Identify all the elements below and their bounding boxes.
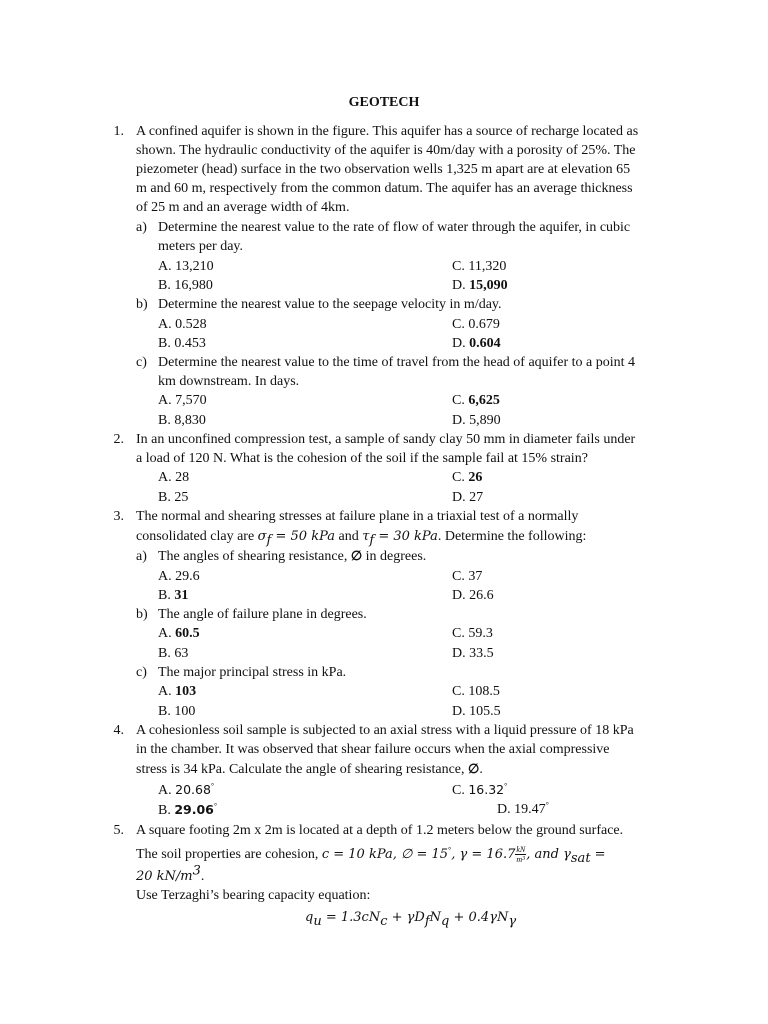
page-title: GEOTECH [348,95,420,110]
sigma-symbol: σ [257,529,267,544]
q3b-option-c: C. 59.3 [452,626,493,641]
q3b-label: b) [136,607,148,622]
question-5-line: 20 $kN/m^3$. [136,863,205,884]
q4-option-b: B. 29.06° [158,801,218,818]
question-4-number: 4. [113,723,124,738]
q3b-line: The angle of failure plane in degrees. [158,607,367,622]
question-3-number: 3. [113,509,124,524]
q1b-option-c: C. 0.679 [452,317,500,332]
q2-option-a: A. 28 [158,470,190,485]
question-5-line: A square footing 2m x 2m is located at a depth of 1.2 meters below the ground surface. [136,823,624,838]
q4-option-c: C. 16.32° [452,781,508,798]
question-5-line: Use Terzaghi’s bearing capacity equation: [136,888,371,903]
q2-option-d: D. 27 [452,490,484,505]
q1a-line: Determine the nearest value to the rate of flow of water through the aquifer, in cubic [158,220,631,235]
question-5-number: 5. [113,823,124,838]
answer-highlight: 15,090 [469,278,508,293]
question-1-line: piezometer (head) surface in the two observation wells 1,325 m apart are at elevation 65 [136,162,631,177]
answer-highlight: 0.604 [469,336,501,351]
question-2-number: 2. [113,432,124,447]
q1a-option-d: D. 15,090 [452,278,508,293]
q4-option-a: A. 20.68° [158,781,215,798]
q4-option-d: D. 19.47° [497,800,549,817]
answer-highlight: 103 [175,684,197,699]
question-2-line: In an unconfined compression test, a sample of sandy clay 50 mm in diameter fails under [136,432,636,447]
q1b-line: Determine the nearest value to the seepage velocity in m/day. [158,297,502,312]
q1c-line: km downstream. In days. [158,374,300,389]
answer-highlight: 26 [468,470,483,485]
unit-fraction: $\frac{kN}{m^3}$ [516,845,526,865]
q3c-option-c: C. 108.5 [452,684,500,699]
q1a-option-b: B. 16,980 [158,278,213,293]
question-1-line: m and 60 m, respectively from the common datum. The aquifer has an average thickness [136,181,633,196]
q3c-option-b: B. 100 [158,704,196,719]
q3a-label: a) [136,549,147,564]
q3a-option-d: D. 26.6 [452,588,494,603]
terzaghi-formula: $q_u = 1.3cN_c + \gamma D_fN_q + 0.4\gamma N_\gamma$ [305,910,517,929]
question-1-line: A confined aquifer is shown in the figure. This aquifer has a source of recharge located as [136,124,639,139]
q2-option-b: B. 25 [158,490,189,505]
q1b-option-a: A. 0.528 [158,317,207,332]
q1c-option-d: D. 5,890 [452,413,501,428]
q1a-option-c: C. 11,320 [452,259,507,274]
answer-highlight: 31 [174,588,189,603]
q3a-line: The angles of shearing resistance, ∅ in degrees. [158,549,427,564]
answer-highlight: 6,625 [468,393,500,408]
phi-symbol: ∅ [468,762,480,777]
q3a-option-b: B. 31 [158,588,189,603]
question-1-line: of 25 m and an average width of 4km. [136,200,350,215]
answer-highlight: 29.06 [174,802,214,817]
q1b-option-d: D. 0.604 [452,336,501,351]
q3a-option-a: A. 29.6 [158,569,200,584]
q1c-option-a: A. 7,570 [158,393,207,408]
q3c-label: c) [136,665,147,680]
q1c-option-b: B. 8,830 [158,413,206,428]
question-4-line: in the chamber. It was observed that shear failure occurs when the axial compressive [136,742,610,757]
question-4-line: stress is 34 kPa. Calculate the angle of shearing resistance, ∅. [136,762,483,777]
question-3-line: consolidated clay are $\sigma_f = 50$ kPa and $\tau_f = 30$ kPa. Determine the following: [136,529,587,548]
q3c-line: The major principal stress in kPa. [158,665,347,680]
question-2-line: a load of 120 N. What is the cohesion of the soil if the sample fail at 15% strain? [136,451,588,466]
q1a-option-a: A. 13,210 [158,259,214,274]
q3c-option-d: D. 105.5 [452,704,501,719]
phi-symbol: ∅ [350,549,363,564]
q1a-line: meters per day. [158,239,243,254]
answer-highlight: 60.5 [175,626,200,641]
question-4-line: A cohesionless soil sample is subjected to an axial stress with a liquid pressure of 18 kPa [136,723,634,738]
q3b-option-a: A. 60.5 [158,626,200,641]
question-1-line: shown. The hydraulic conductivity of the aquifer is 40m/day with a porosity of 25%. The [136,143,636,158]
q1b-label: b) [136,297,148,312]
q1b-option-b: B. 0.453 [158,336,206,351]
q3b-option-d: D. 33.5 [452,646,494,661]
q2-option-c: C. 26 [452,470,483,485]
tau-symbol: τ [362,529,370,544]
q1c-option-c: C. 6,625 [452,393,500,408]
question-1-number: 1. [113,124,124,139]
q1c-line: Determine the nearest value to the time of travel from the head of aquifer to a point 4 [158,355,635,370]
q1c-label: c) [136,355,147,370]
question-3-line: The normal and shearing stresses at failure plane in a triaxial test of a normally [136,509,579,524]
q3a-option-c: C. 37 [452,569,483,584]
q3c-option-a: A. 103 [158,684,197,699]
q3b-option-b: B. 63 [158,646,189,661]
q1a-label: a) [136,220,147,235]
question-5-line: The soil properties are cohesion, c = 10 kPa, ∅ = 15°, γ = 16.7 $\frac{kN}{m^3}$ , and $\gamma_{sat}$ = [136,845,606,866]
